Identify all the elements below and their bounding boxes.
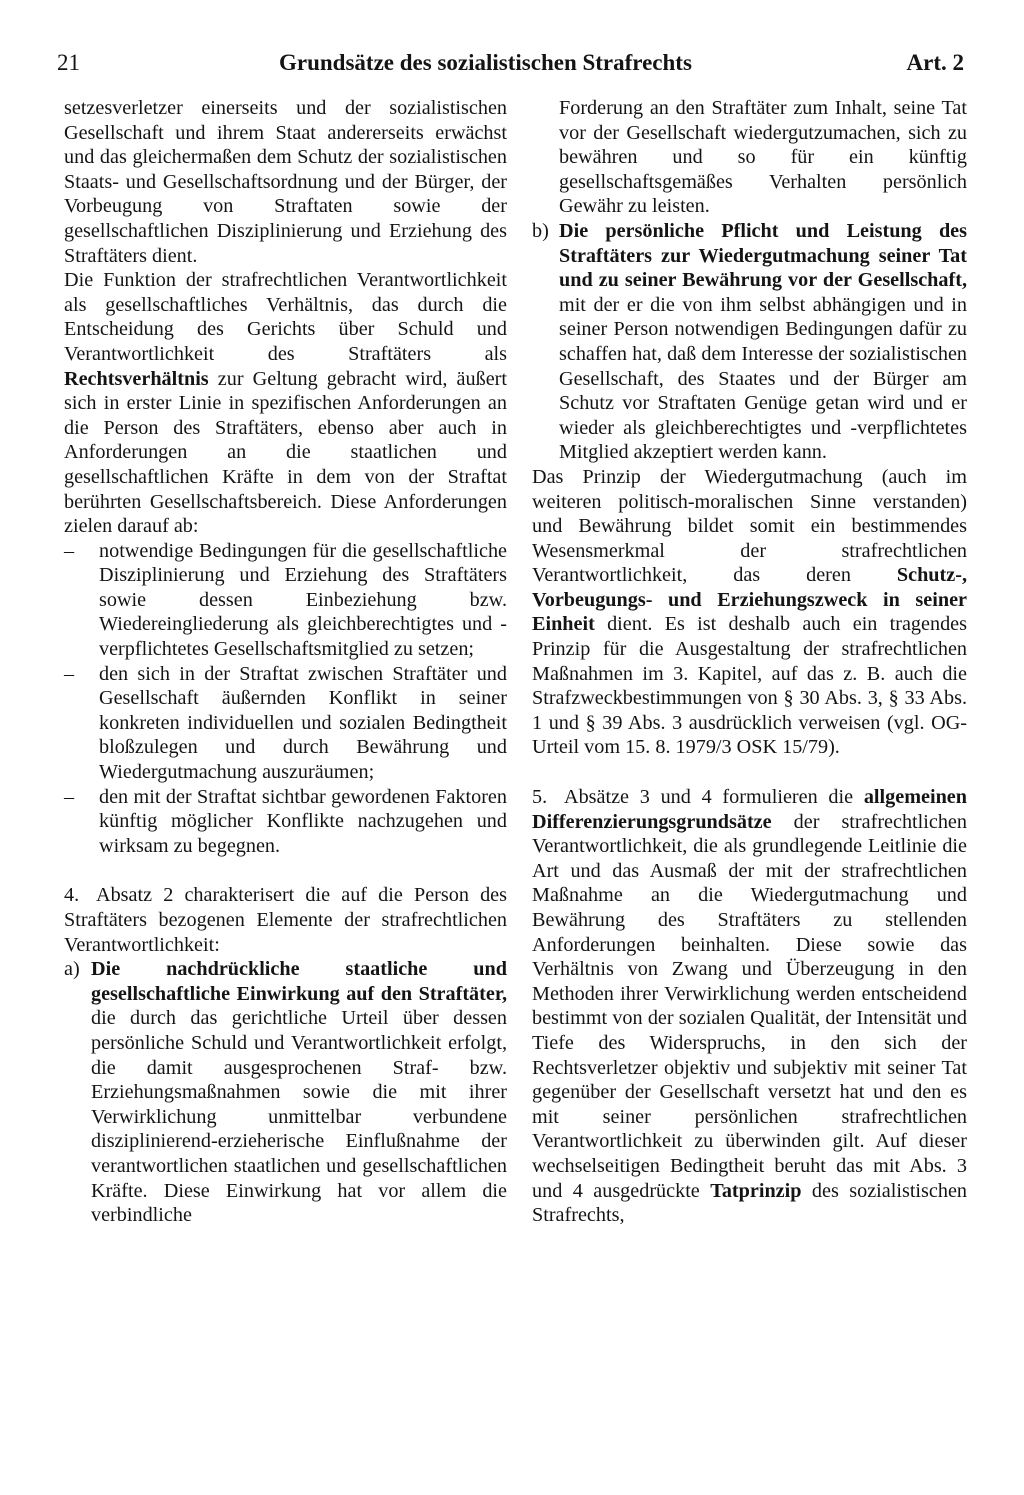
page-number: 21 bbox=[57, 50, 80, 75]
bold-term: Die persönliche Pflicht und Leistung des Straftäters zur Wiedergutmachung seiner Tat und zu seiner Bewährung vor der Gesellschaft, bbox=[559, 219, 967, 292]
list-item-text: die durch das gerichtliche Urteil über dessen persönliche Schuld und Verantwortlichkeit erfolgt, die damit ausgesprochenen Straf- bzw. Erziehungsmaßnahmen sowie die mit ihrer Verwirklichung unmittelbar verbundene disziplinierend-erzieherische Einflußnahme der verantwortlichen staatlichen und gesellschaftlichen Kräfte. Diese Einwirkung hat vor allem die verbindliche bbox=[91, 1007, 507, 1227]
section-4 bbox=[64, 883, 507, 957]
dash-item bbox=[64, 539, 507, 662]
dash-item-text: notwendige Bedingungen für die gesellschaftliche Disziplinierung und Erziehung des Straftäters sowie dessen Einbeziehung bzw. Wiedereingliederung als gleichberechtigtes und -verpflichtetes Gesellschaftsmitglied zu setzen; bbox=[99, 539, 507, 661]
paragraph-text: zur Geltung gebracht wird, äußert sich in erster Linie in spezifischen Anforderungen an die Person des Straftäters, ebenso aber auch in Anforderungen an die staatlichen und gesellschaftlichen Kräfte in dem von der Straftat berührten Gesellschaftsbereich. Diese Anforderungen zielen darauf ab: bbox=[64, 367, 507, 538]
dash-marker: – bbox=[64, 539, 75, 562]
list-marker: b) bbox=[532, 219, 549, 242]
dash-item bbox=[64, 785, 507, 859]
bold-term: Rechtsverhältnis bbox=[64, 367, 209, 390]
section-number: 4. bbox=[64, 884, 80, 907]
page-header bbox=[57, 50, 964, 84]
list-item-b bbox=[532, 219, 967, 465]
section-text: des sozialistischen Strafrechts, bbox=[532, 1179, 968, 1227]
dash-item bbox=[64, 662, 507, 785]
list-item-text: Forderung an den Straftäter zum Inhalt, seine Tat vor der Gesellschaft wiedergutzumachen, sich zu bewähren und so für ein künftig gesellschaftsgemäßes Verhalten persönlich Gewähr zu leisten. bbox=[559, 97, 967, 218]
paragraph bbox=[532, 465, 967, 760]
section-number: 5. bbox=[532, 786, 548, 809]
dash-item-text: den mit der Straftat sichtbar gewordenen Faktoren künftig möglicher Konflikte nachzugehen und wirksam zu begegnen. bbox=[99, 785, 507, 857]
bold-term: allgemeinen Differenzierungsgrundsätze bbox=[532, 786, 967, 833]
left-column bbox=[64, 96, 507, 1228]
section-5 bbox=[532, 785, 967, 1228]
list-item-a-continued bbox=[532, 96, 967, 219]
section-text: der strafrechtlichen Verantwortlichkeit, die als grundlegende Leitlinie die Art und das Ausmaß der mit der strafrechtlichen Maßnahme an die Wiedergutmachung und Bewährung des Straftäters zu stellenden Anforderungen beinhalten. Diese sowie das Verhältnis von Zwang und Überzeugung in den Methoden ihrer Verwirklichung werden entscheidend bestimmt von der sozialen Qualität, der Intensität und Tiefe des Widerspruchs, in den sich der Rechtsverletzer objektiv und subjektiv mit seiner Tat gegenüber der Gesellschaft versetzt hat und den es mit seiner persönlichen strafrechtlichen Verantwortlichkeit zu überwinden gilt. Auf dieser wechselseitigen Bedingtheit beruht das mit Abs. 3 und 4 ausgedrückte bbox=[532, 810, 967, 1202]
article-label: Art. 2 bbox=[906, 50, 964, 75]
dash-marker: – bbox=[64, 785, 75, 808]
right-column bbox=[532, 96, 967, 1228]
paragraph-text: Die Funktion der strafrechtlichen Verantwortlichkeit als gesellschaftliches Verhältnis, das durch die Entscheidung des Gerichts über Schuld und Verantwortlichkeit des Straftäters als bbox=[64, 269, 507, 365]
dash-marker: – bbox=[64, 662, 75, 685]
running-title: Grundsätze des sozialistischen Strafrechts bbox=[279, 50, 692, 75]
section-gap bbox=[64, 858, 507, 883]
paragraph: setzesverletzer einerseits und der sozialistischen Gesellschaft und ihrem Staat andererseits erwächst und das gleichermaßen dem Schutz der sozialistischen Staats- und Gesellschaftsordnung und der Bürger, der Vorbeugung von Straftaten sowie der gesellschaftlichen Disziplinierung und Erziehung des Straftäters dient. bbox=[64, 97, 507, 267]
dash-item-text: den sich in der Straftat zwischen Straftäter und Gesellschaft äußernden Konflikt in seiner konkreten individuellen und sozialen Bedingtheit bloßzulegen und durch Bewährung und Wiedergutmachung auszuräumen; bbox=[99, 662, 507, 784]
paragraph bbox=[64, 268, 507, 539]
paragraph-text: Das Prinzip der Wiedergutmachung (auch im weiteren politisch-moralischen Sinne verstanden) und Bewährung bildet somit ein bestimmendes Wesensmerkmal der strafrechtlichen Verantwortlichkeit, das deren bbox=[532, 465, 967, 587]
list-item-text: mit der er die von ihm selbst abhängigen und in seiner Person notwendigen Bedingungen dafür zu schaffen hat, daß dem Interesse der sozialistischen Gesellschaft, des Staates und der Bürger am Schutz vor Straftaten Genüge getan wird und er wieder als gleichberechtigtes und -verpflichtetes Mitglied akzeptiert werden kann. bbox=[559, 293, 967, 464]
section-gap bbox=[532, 760, 967, 785]
section-text: Absätze 3 und 4 formulieren die bbox=[564, 786, 864, 809]
list-marker: a) bbox=[64, 958, 80, 981]
bold-term: Schutz-, Vorbeugungs- und Erziehungszweck in seiner Einheit bbox=[532, 564, 967, 636]
list-item-a bbox=[64, 957, 507, 1228]
paragraph-text: dient. Es ist deshalb auch ein tragendes Prinzip für die Ausgestaltung der strafrechtlichen Maßnahmen im 3. Kapitel, auf das z. B. auch die Strafzweckbestimmungen von § 30 Abs. 3, § 33 Abs. 1 und § 39 Abs. 3 ausdrücklich verweisen (vgl. OG-Urteil vom 15. 8. 1979/3 OSK 15/79). bbox=[532, 613, 967, 759]
section-text: Absatz 2 charakterisert die auf die Person des Straftäters bezogenen Elemente der strafrechtlichen Verantwortlichkeit: bbox=[64, 884, 507, 956]
bold-term: Tatprinzip bbox=[710, 1179, 802, 1202]
bold-term: Die nachdrückliche staatliche und gesellschaftliche Einwirkung auf den Straftäter, bbox=[91, 958, 507, 1005]
